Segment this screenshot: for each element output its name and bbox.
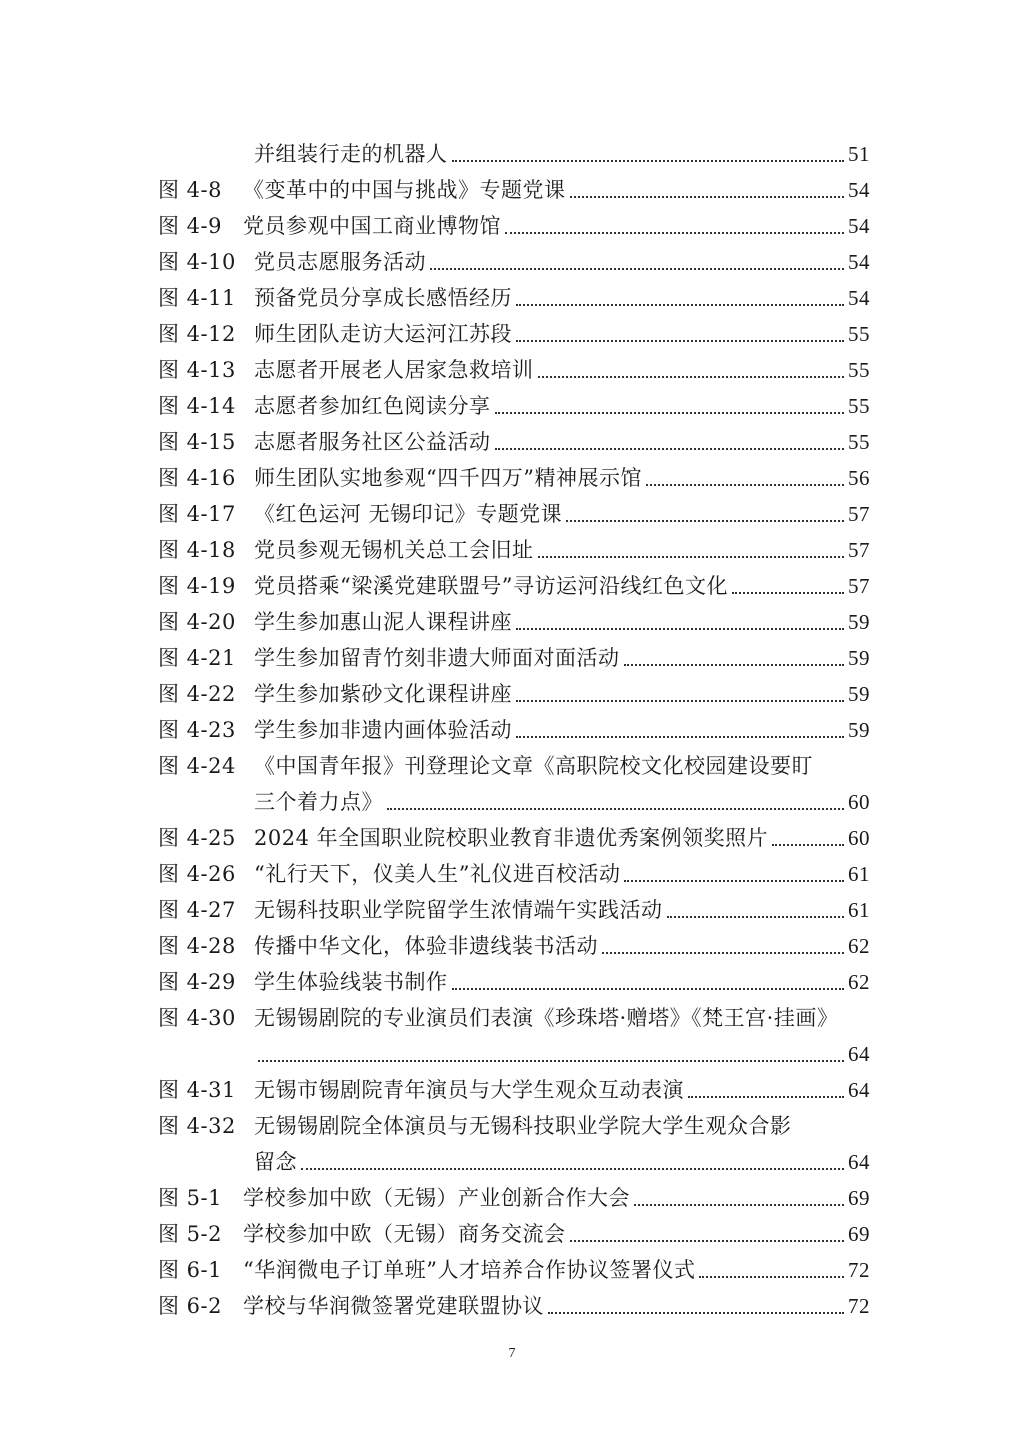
toc-entry-page: 64 <box>848 1042 870 1066</box>
dot-leader <box>516 736 844 738</box>
toc-entry-page: 51 <box>848 142 870 166</box>
dot-leader <box>516 700 844 702</box>
toc-entry-title: 党员参观中国工商业博物馆 <box>243 214 501 238</box>
toc-entry[interactable] <box>158 460 870 496</box>
toc-entry-page: 69 <box>848 1222 870 1246</box>
dot-leader <box>624 880 844 882</box>
dot-leader <box>688 1096 844 1098</box>
toc-entry-label: 图 5-2 <box>158 1222 222 1246</box>
dot-leader <box>387 808 844 810</box>
toc-entry-page: 57 <box>848 538 870 562</box>
toc-entry-page: 64 <box>848 1150 870 1174</box>
toc-entry-title: 无锡锡剧院全体演员与无锡科技职业学院大学生观众合影 <box>254 1114 792 1138</box>
toc-entry-label: 图 4-21 <box>158 646 236 670</box>
toc-entry[interactable] <box>158 712 870 748</box>
toc-entry-title: “礼行天下，仪美人生”礼仪进百校活动 <box>254 862 621 886</box>
toc-entry[interactable] <box>158 172 870 208</box>
toc-entry[interactable] <box>158 820 870 856</box>
dot-leader <box>452 160 845 162</box>
toc-entry[interactable] <box>158 892 870 928</box>
toc-entry-title: 志愿者参加红色阅读分享 <box>254 394 491 418</box>
toc-entry-title: 志愿者服务社区公益活动 <box>254 430 491 454</box>
toc-entry-title: 学生参加留青竹刻非遗大师面对面活动 <box>254 646 620 670</box>
toc-entry[interactable] <box>158 640 870 676</box>
toc-entry[interactable] <box>158 352 870 388</box>
toc-entry[interactable] <box>158 1036 870 1072</box>
dot-leader <box>548 1312 844 1314</box>
toc-entry-page: 61 <box>848 898 870 922</box>
dot-leader <box>538 376 845 378</box>
toc-entry-label: 图 4-9 <box>158 214 222 238</box>
toc-entry-title: 留念 <box>254 1150 297 1174</box>
toc-entry-title: 并组装行走的机器人 <box>254 142 448 166</box>
toc-entry-label: 图 4-18 <box>158 538 236 562</box>
toc-entry-label: 图 4-15 <box>158 430 236 454</box>
toc-entry-page: 62 <box>848 934 870 958</box>
toc-entry[interactable] <box>158 208 870 244</box>
toc-entry-title: 学生体验线装书制作 <box>254 970 448 994</box>
toc-entry[interactable] <box>158 856 870 892</box>
toc-entry-page: 55 <box>848 430 870 454</box>
dot-leader <box>570 1240 845 1242</box>
dot-leader <box>602 952 844 954</box>
dot-leader <box>667 916 845 918</box>
toc-entry-label: 图 4-17 <box>158 502 236 526</box>
toc-entry-label: 图 4-24 <box>158 754 236 778</box>
dot-leader <box>772 844 844 846</box>
toc-entry[interactable] <box>158 604 870 640</box>
toc-entry-title: 党员参观无锡机关总工会旧址 <box>254 538 534 562</box>
toc-entry-title: 师生团队走访大运河江苏段 <box>254 322 512 346</box>
dot-leader <box>538 556 845 558</box>
toc-entry-label: 图 4-10 <box>158 250 236 274</box>
toc-entry-title: 师生团队实地参观“四千四万”精神展示馆 <box>254 466 642 490</box>
toc-entry-title: 《变革中的中国与挑战》专题党课 <box>243 178 566 202</box>
toc-entry[interactable] <box>158 748 870 784</box>
toc-entry-title: “华润微电子订单班”人才培养合作协议签署仪式 <box>243 1258 696 1282</box>
toc-entry-title: 志愿者开展老人居家急救培训 <box>254 358 534 382</box>
toc-entry[interactable] <box>158 316 870 352</box>
toc-entry-page: 69 <box>848 1186 870 1210</box>
page-number: 7 <box>508 1346 516 1361</box>
dot-leader <box>301 1168 844 1170</box>
toc-entry[interactable] <box>158 964 870 1000</box>
toc-entry-page: 72 <box>848 1294 870 1318</box>
toc-entry[interactable] <box>158 1180 870 1216</box>
toc-entry-page: 57 <box>848 574 870 598</box>
toc-entry-title: 《红色运河 无锡印记》专题党课 <box>254 502 563 526</box>
toc-entry-page: 59 <box>848 646 870 670</box>
toc-entry-page: 55 <box>848 322 870 346</box>
dot-leader <box>516 628 844 630</box>
dot-leader <box>516 304 844 306</box>
toc-entry-title: 党员搭乘“梁溪党建联盟号”寻访运河沿线红色文化 <box>254 574 728 598</box>
dot-leader <box>570 196 845 198</box>
toc-entry-label: 图 4-31 <box>158 1078 236 1102</box>
dot-leader <box>258 1060 844 1062</box>
toc-entry-label: 图 4-25 <box>158 826 236 850</box>
toc-entry[interactable] <box>158 388 870 424</box>
dot-leader <box>495 448 845 450</box>
toc-entry-page: 59 <box>848 718 870 742</box>
toc-entry[interactable] <box>158 1000 870 1036</box>
toc-entry-title: 2024 年全国职业院校职业教育非遗优秀案例领奖照片 <box>254 826 769 850</box>
toc-entry-page: 54 <box>848 250 870 274</box>
toc-entry-label: 图 4-8 <box>158 178 222 202</box>
toc-entry-title: 无锡科技职业学院留学生浓情端午实践活动 <box>254 898 663 922</box>
toc-entry[interactable] <box>158 568 870 604</box>
toc-entry-title: 《中国青年报》刊登理论文章《高职院校文化校园建设要盯 <box>254 754 813 778</box>
table-of-figures <box>158 136 870 1324</box>
toc-entry-label: 图 4-28 <box>158 934 236 958</box>
toc-entry-title: 学校参加中欧（无锡）商务交流会 <box>243 1222 566 1246</box>
toc-entry-page: 54 <box>848 286 870 310</box>
dot-leader <box>516 340 844 342</box>
toc-entry-title: 党员志愿服务活动 <box>254 250 426 274</box>
toc-entry-title: 三个着力点》 <box>254 790 383 814</box>
toc-entry-label: 图 6-1 <box>158 1258 222 1282</box>
toc-entry-title: 学生参加惠山泥人课程讲座 <box>254 610 512 634</box>
toc-entry[interactable] <box>158 784 870 820</box>
toc-entry[interactable] <box>158 280 870 316</box>
toc-entry[interactable] <box>158 1216 870 1252</box>
toc-entry[interactable] <box>158 1144 870 1180</box>
toc-entry-page: 59 <box>848 610 870 634</box>
toc-entry[interactable] <box>158 928 870 964</box>
toc-entry[interactable] <box>158 244 870 280</box>
toc-entry-label: 图 4-16 <box>158 466 236 490</box>
toc-entry-page: 56 <box>848 466 870 490</box>
dot-leader <box>505 232 844 234</box>
dot-leader <box>452 988 845 990</box>
toc-entry-title: 学校参加中欧（无锡）产业创新合作大会 <box>243 1186 630 1210</box>
toc-entry-label: 图 5-1 <box>158 1186 222 1210</box>
toc-entry-title: 学生参加紫砂文化课程讲座 <box>254 682 512 706</box>
dot-leader <box>566 520 844 522</box>
toc-entry[interactable] <box>158 532 870 568</box>
toc-entry[interactable] <box>158 1072 870 1108</box>
toc-entry[interactable] <box>158 136 870 172</box>
toc-entry[interactable] <box>158 424 870 460</box>
toc-entry-page: 60 <box>848 790 870 814</box>
toc-entry-page: 60 <box>848 826 870 850</box>
toc-entry-page: 57 <box>848 502 870 526</box>
toc-entry-label: 图 4-14 <box>158 394 236 418</box>
toc-entry-title: 无锡市锡剧院青年演员与大学生观众互动表演 <box>254 1078 684 1102</box>
toc-entry-title: 预备党员分享成长感悟经历 <box>254 286 512 310</box>
toc-entry-page: 54 <box>848 214 870 238</box>
dot-leader <box>430 268 844 270</box>
toc-entry-page: 54 <box>848 178 870 202</box>
toc-entry-page: 61 <box>848 862 870 886</box>
toc-entry-title: 传播中华文化，体验非遗线装书活动 <box>254 934 598 958</box>
toc-entry[interactable] <box>158 496 870 532</box>
toc-entry-label: 图 4-22 <box>158 682 236 706</box>
dot-leader <box>699 1276 844 1278</box>
toc-entry-label: 图 4-23 <box>158 718 236 742</box>
toc-entry-label: 图 4-27 <box>158 898 236 922</box>
toc-entry-page: 55 <box>848 358 870 382</box>
toc-entry-label: 图 4-30 <box>158 1006 236 1030</box>
toc-entry[interactable] <box>158 1108 870 1144</box>
toc-entry-page: 62 <box>848 970 870 994</box>
dot-leader <box>646 484 844 486</box>
toc-entry-page: 72 <box>848 1258 870 1282</box>
toc-entry-label: 图 6-2 <box>158 1294 222 1318</box>
toc-entry-title: 学生参加非遗内画体验活动 <box>254 718 512 742</box>
toc-entry-page: 59 <box>848 682 870 706</box>
toc-entry-label: 图 4-19 <box>158 574 236 598</box>
toc-entry-title: 学校与华润微签署党建联盟协议 <box>243 1294 544 1318</box>
toc-entry-page: 64 <box>848 1078 870 1102</box>
toc-entry-label: 图 4-32 <box>158 1114 236 1138</box>
toc-entry[interactable] <box>158 1252 870 1288</box>
dot-leader <box>732 592 844 594</box>
toc-entry-page: 55 <box>848 394 870 418</box>
dot-leader <box>634 1204 844 1206</box>
toc-entry-label: 图 4-20 <box>158 610 236 634</box>
toc-entry-label: 图 4-11 <box>158 286 236 310</box>
toc-entry-label: 图 4-26 <box>158 862 236 886</box>
dot-leader <box>624 664 845 666</box>
toc-entry[interactable] <box>158 1288 870 1324</box>
toc-entry-label: 图 4-29 <box>158 970 236 994</box>
toc-entry-title: 无锡锡剧院的专业演员们表演《珍珠塔·赠塔》《梵王宫·挂画》 <box>254 1006 839 1030</box>
toc-entry-label: 图 4-12 <box>158 322 236 346</box>
toc-entry[interactable] <box>158 676 870 712</box>
dot-leader <box>495 412 845 414</box>
toc-entry-label: 图 4-13 <box>158 358 236 382</box>
